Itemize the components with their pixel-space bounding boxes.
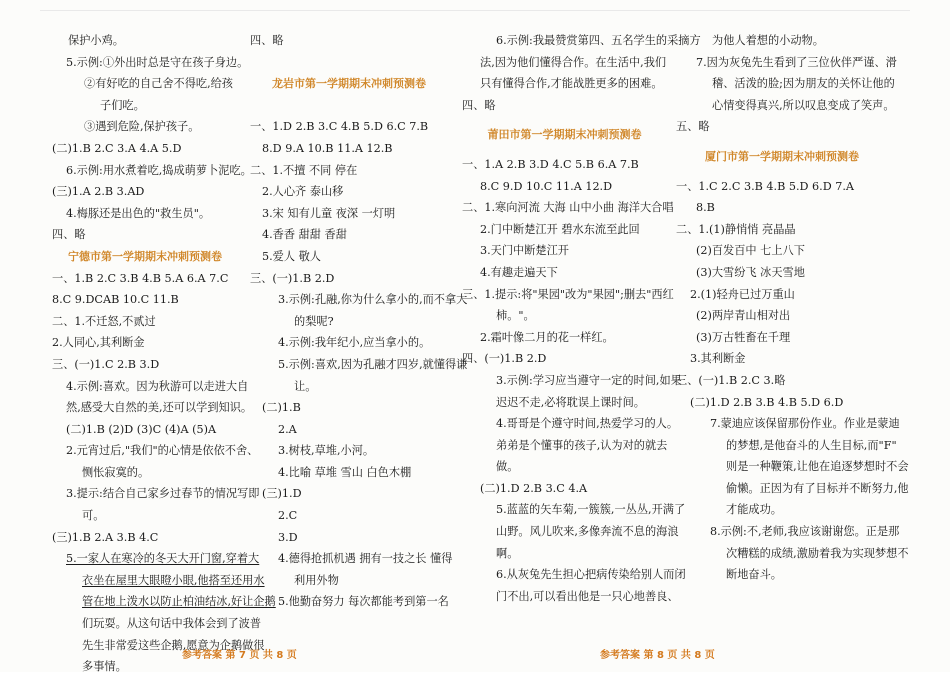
answer-line: 让。 [294, 379, 317, 393]
answer-line: 恻怅寂寞的。 [82, 465, 150, 479]
answer-line: 一、1.C 2.C 3.B 4.B 5.D 6.D 7.A [676, 179, 855, 193]
spacer [676, 138, 888, 146]
answer-line: 5.示例:①外出时总是守在孩子身边。 [66, 55, 249, 69]
answer-line: (3)大雪纷飞 冰天雪地 [696, 265, 805, 279]
answer-line: 2.门中断楚江开 碧水东流至此回 [480, 222, 640, 236]
answer-line: 5.示例:喜欢,因为孔融才四岁,就懂得谦 [278, 357, 468, 371]
answer-line: 2.霜叶像二月的花一样红。 [480, 330, 614, 344]
answer-line: 的梦想,是他奋斗的人生目标,而"F" [726, 438, 897, 452]
answer-line: 4.示例:喜欢。因为秋游可以走进大自 [66, 379, 249, 393]
footer-page-7: 参考答案 第 7 页 共 8 页 [182, 650, 297, 661]
answer-line: 只有懂得合作,才能战胜更多的困难。 [480, 77, 663, 91]
answer-line: 4.示例:我年纪小,应当拿小的。 [278, 336, 431, 350]
answer-line: 做。 [496, 460, 519, 474]
answer-line: 2.人心齐 泰山移 [262, 185, 344, 199]
answer-line: 心情变得真兴,所以叹息变成了笑声。 [712, 98, 895, 112]
answer-line: (三)1.D [262, 487, 302, 501]
answer-line: 二、1.寒向河流 大海 山中小曲 海洋大合唱 [462, 201, 674, 215]
answer-line: 二、1.(1)静悄悄 亮晶晶 [676, 222, 796, 236]
answer-line: 3.天门中断楚江开 [480, 244, 569, 258]
answer-line: 柿。"。 [496, 309, 535, 323]
answer-line: 4.香香 甜甜 香甜 [262, 228, 347, 242]
answer-line: 为他人着想的小动物。 [712, 34, 824, 47]
answer-line: 6.从灰兔先生担心把病传染给别人而闭 [496, 568, 686, 582]
answer-line: 管在地上泼水以防止柏油结冰,好让企鹅 [82, 595, 276, 609]
answer-line: 啊。 [496, 546, 519, 560]
answer-line: 3.提示:结合自己家乡过春节的情况写即 [66, 487, 260, 501]
answer-line: (二)1.B [262, 401, 301, 415]
answer-line: 三、1.提示:将"果园"改为"果园";删去"西红 [462, 287, 674, 301]
answer-line: 弟弟是个懂事的孩子,认为对的就去 [496, 438, 668, 452]
answer-line: 3.D [278, 530, 298, 544]
answer-line: 4.有趣走遍天下 [480, 265, 558, 279]
section-heading: 莆田市第一学期期末冲刺预测卷 [487, 128, 642, 142]
section-heading: 龙岩市第一学期期末冲刺预测卷 [272, 77, 426, 91]
answer-line: 8.D 9.A 10.B 11.A 12.B [262, 141, 393, 155]
answer-line: 先生非常爱这些企鹅,愿意为企鹅做很 [82, 638, 265, 652]
answer-line: 衣坐在屋里大眼瞪小眼,他搭至还用水 [82, 573, 265, 587]
answer-line: 4.德得抢抓机遇 拥有一技之长 懂得 [278, 552, 453, 566]
answer-line: 多事情。 [82, 660, 127, 674]
answer-line: 五、略 [676, 120, 710, 134]
section-heading: 宁德市第一学期期末冲刺预测卷 [68, 249, 222, 263]
answer-line: (2)两岸青山相对出 [696, 309, 791, 323]
answer-line: 5.一家人在寒冷的冬天大开门窗,穿着大 [66, 552, 260, 566]
answer-line: 可。 [82, 509, 105, 523]
answer-line: 一、1.D 2.B 3.C 4.B 5.D 6.C 7.B [250, 120, 429, 134]
answer-line: 利用外物 [294, 573, 339, 587]
top-border-line [40, 10, 910, 11]
answer-line: 稽、活泼的脸;因为朋友的关怀让他的 [712, 77, 895, 91]
answer-line: 5.爱人 敬人 [262, 249, 321, 263]
answer-line: 然,感受大自然的美,还可以学到知识。 [66, 401, 253, 415]
column-4 [676, 30, 909, 586]
answer-line: 子们吃。 [100, 98, 145, 112]
answer-line: 迟迟不走,必将耽误上课时间。 [496, 395, 645, 409]
answer-line: 二、1.不擅 不同 停在 [250, 163, 358, 177]
answer-line: 2.人同心,其利断金 [52, 336, 145, 350]
answer-line: 8.C 9.D 10.C 11.A 12.D [480, 179, 613, 193]
spacer [462, 146, 667, 154]
answer-line: 6.示例:用水煮着吃,捣成萌萝卜泥吃。 [66, 163, 252, 177]
answer-line: 法,因为他们懂得合作。在生活中,我们 [480, 55, 667, 69]
footer-page-8: 参考答案 第 8 页 共 8 页 [600, 650, 715, 661]
answer-line: 4.梅豚还是出色的"救生员"。 [66, 206, 211, 220]
answer-line: 门不出,可以看出他是一只心地善良、 [496, 589, 679, 603]
answer-line: 8.B [696, 201, 715, 215]
answer-line: 2.A [278, 422, 297, 436]
section-heading: 厦门市第一学期期末冲刺预测卷 [705, 149, 859, 163]
answer-line: 一、1.B 2.C 3.B 4.B 5.A 6.A 7.C [52, 271, 229, 285]
answer-line: 4.比喻 草堆 雪山 白色木棚 [278, 465, 412, 479]
answer-line: ③遇到危险,保护孩子。 [84, 120, 200, 134]
answer-line: 3.其利断金 [690, 352, 746, 366]
answer-line: 7.因为灰兔先生看到了三位伙伴严谨、滑 [696, 55, 897, 69]
answer-line: 3.示例:孔融,你为什么拿小的,而不拿大 [278, 293, 468, 307]
answer-line: 3.树枝,草堆,小河。 [278, 444, 375, 458]
answer-line: 才能成功。 [726, 503, 782, 517]
answer-line: (二)1.B 2.C 3.A 4.A 5.D [52, 141, 182, 155]
answer-line: 的梨呢? [294, 314, 334, 328]
answer-line: 7.蒙迪应该保留那份作业。作业是蒙迪 [710, 417, 900, 431]
answer-line: 偷懒。正因为有了目标并不断努力,他 [726, 481, 909, 495]
answer-line: 8.C 9.DCAB 10.C 11.B [52, 293, 179, 307]
answer-line: (二)1.B (2)D (3)C (4)A (5)A [66, 422, 217, 436]
answer-line [250, 95, 448, 117]
answer-line: 4.哥哥是个遵守时间,热爱学习的人。 [496, 417, 679, 431]
answer-line: (二)1.D 2.B 3.B 4.B 5.D 6.D [690, 395, 844, 409]
answer-line: 一、1.A 2.B 3.D 4.C 5.B 6.A 7.B [462, 157, 639, 171]
answer-line: 三、(一)1.C 2.B 3.D [52, 357, 160, 371]
answer-line: (二)1.D 2.B 3.C 4.A [480, 481, 588, 495]
answer-line: (2)百发百中 七上八下 [696, 244, 805, 258]
spacer [676, 168, 888, 176]
answer-line: 2.元宵过后,"我们"的心情是依依不舍、 [66, 444, 259, 458]
answer-line: 5.蓝蓝的矢车菊,一簇簇,一丛丛,开满了 [496, 503, 686, 517]
answer-line: 2.(1)轻舟已过万重山 [690, 287, 795, 301]
answer-line: 山野。风儿吹来,多像奔流不息的海浪 [496, 525, 679, 539]
answer-line: 们玩耍。从这句话中我体会到了波普 [82, 617, 262, 631]
answer-line [250, 52, 448, 74]
answer-line: 三、(一)1.B 2.C 3.略 [676, 373, 786, 387]
answer-line: 四、略 [250, 34, 284, 47]
spacer [462, 116, 667, 124]
answer-line: 次糟糕的成绩,激励着我为实现梦想不 [726, 546, 909, 560]
answer-line: 6.示例:我最赞赏第四、五名学生的采摘方 [496, 34, 701, 47]
answer-line: 四、略 [462, 98, 496, 112]
column-2 [250, 30, 468, 613]
answer-line: 三、(一)1.B 2.D [250, 271, 335, 285]
answer-line: (三)1.A 2.B 3.AD [52, 185, 145, 199]
answer-line: 则是一种鞭策,让他在追逐梦想时不会 [726, 460, 909, 474]
answer-line: 5.他勤奋努力 每次都能考到第一名 [278, 595, 449, 609]
answer-line: 2.C [278, 509, 298, 523]
answer-line: 断地奋斗。 [726, 568, 782, 582]
answer-line: 3.宋 知有儿童 夜深 一灯明 [262, 206, 396, 220]
answer-line: (三)1.B 2.A 3.B 4.C [52, 530, 159, 544]
answer-line: 8.示例:不,老师,我应该谢谢您。正是那 [710, 525, 900, 539]
answer-line: (3)万古牲畜在千理 [696, 330, 791, 344]
answer-line: 保护小鸡。 [68, 34, 124, 47]
answer-line: 四、略 [52, 228, 86, 242]
answer-line: ②有好吃的自己舍不得吃,给孩 [84, 77, 233, 91]
answer-line: 3.示例:学习应当遵守一定的时间,如果 [496, 373, 682, 387]
answer-line: 二、1.不迁怒,不贰过 [52, 314, 156, 328]
answer-line: 四、(一)1.B 2.D [462, 352, 547, 366]
